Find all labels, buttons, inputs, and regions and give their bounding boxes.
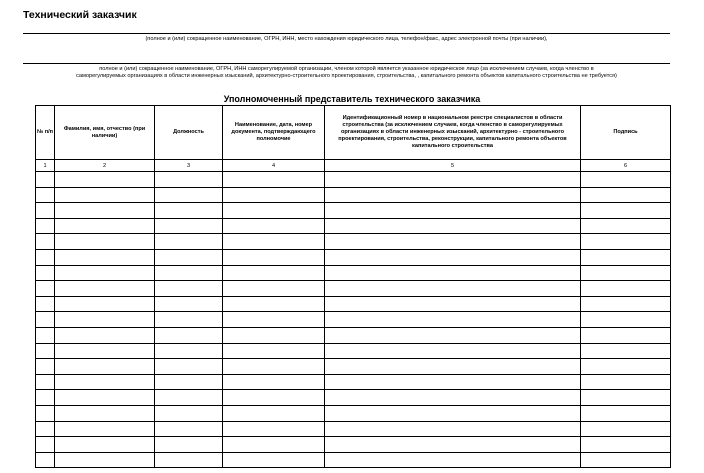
cell-position[interactable]	[155, 312, 223, 328]
cell-registry-id[interactable]	[325, 172, 581, 188]
cell-authority-document[interactable]	[223, 421, 325, 437]
cell-position[interactable]	[155, 281, 223, 297]
cell-authority-document[interactable]	[223, 343, 325, 359]
column-header-full-name: Фамилия, имя, отчество (при наличии)	[55, 106, 155, 160]
cell-registry-id[interactable]	[325, 296, 581, 312]
cell-number[interactable]	[36, 312, 55, 328]
column-number: 3	[155, 160, 223, 172]
cell-registry-id[interactable]	[325, 359, 581, 375]
cell-number[interactable]	[36, 452, 55, 468]
cell-signature[interactable]	[581, 312, 671, 328]
cell-position[interactable]	[155, 421, 223, 437]
cell-position[interactable]	[155, 390, 223, 406]
cell-authority-document[interactable]	[223, 312, 325, 328]
table-row	[36, 249, 671, 265]
page-title: Технический заказчик	[23, 9, 137, 21]
cell-signature[interactable]	[581, 281, 671, 297]
cell-registry-id[interactable]	[325, 312, 581, 328]
cell-authority-document[interactable]	[223, 437, 325, 453]
cell-full-name[interactable]	[55, 265, 155, 281]
table-row	[36, 312, 671, 328]
cell-signature[interactable]	[581, 343, 671, 359]
cell-full-name[interactable]	[55, 437, 155, 453]
cell-signature[interactable]	[581, 421, 671, 437]
cell-authority-document[interactable]	[223, 203, 325, 219]
table-row	[36, 421, 671, 437]
column-number-row	[36, 160, 671, 172]
cell-signature[interactable]	[581, 452, 671, 468]
cell-number[interactable]	[36, 172, 55, 188]
table-row	[36, 452, 671, 468]
cell-registry-id[interactable]	[325, 281, 581, 297]
cell-registry-id[interactable]	[325, 265, 581, 281]
cell-number[interactable]	[36, 296, 55, 312]
cell-position[interactable]	[155, 234, 223, 250]
cell-number[interactable]	[36, 327, 55, 343]
cell-full-name[interactable]	[55, 281, 155, 297]
representatives-table	[35, 105, 671, 468]
cell-full-name[interactable]	[55, 218, 155, 234]
cell-registry-id[interactable]	[325, 374, 581, 390]
cell-authority-document[interactable]	[223, 187, 325, 203]
cell-full-name[interactable]	[55, 390, 155, 406]
customer-caption: (полное и (или) сокращенное наименование, ОГРН, ИНН, место нахождения юридического лица, телефон/факс, адрес электронной почты (при наличии),	[145, 36, 548, 42]
table-row	[36, 218, 671, 234]
cell-signature[interactable]	[581, 203, 671, 219]
cell-number[interactable]	[36, 437, 55, 453]
cell-registry-id[interactable]	[325, 405, 581, 421]
column-header-authority-document: Наименование, дата, номер документа, подтверждающего полномочие	[223, 106, 325, 160]
cell-registry-id[interactable]	[325, 187, 581, 203]
cell-full-name[interactable]	[55, 172, 155, 188]
cell-signature[interactable]	[581, 218, 671, 234]
cell-full-name[interactable]	[55, 249, 155, 265]
cell-signature[interactable]	[581, 374, 671, 390]
table-row	[36, 296, 671, 312]
table-row	[36, 281, 671, 297]
cell-position[interactable]	[155, 249, 223, 265]
sro-caption-line-2: саморегулируемых организациях в области инженерных изысканий, архитектурно-строительного проектирования, строительства, , капитального ремонта объектов капитального строительства не требуется)	[76, 73, 617, 79]
column-header-registry-id: Идентификационный номер в национальном реестре специалистов в области строительства (за исключением случаев, когда членство в саморегулируемых организациях в области инженерных изысканий, архитектурно - строительного проектирования, строительства, реконструкции, капитального ремонта объектов капитального строительства	[325, 106, 581, 160]
cell-number[interactable]	[36, 343, 55, 359]
cell-position[interactable]	[155, 218, 223, 234]
cell-number[interactable]	[36, 390, 55, 406]
cell-authority-document[interactable]	[223, 327, 325, 343]
cell-registry-id[interactable]	[325, 421, 581, 437]
column-header-position: Должность	[155, 106, 223, 160]
cell-signature[interactable]	[581, 405, 671, 421]
cell-number[interactable]	[36, 249, 55, 265]
cell-number[interactable]	[36, 265, 55, 281]
cell-full-name[interactable]	[55, 203, 155, 219]
cell-authority-document[interactable]	[223, 296, 325, 312]
cell-authority-document[interactable]	[223, 172, 325, 188]
column-header-signature: Подпись	[581, 106, 671, 160]
table-header-row	[36, 106, 671, 160]
cell-registry-id[interactable]	[325, 218, 581, 234]
cell-authority-document[interactable]	[223, 265, 325, 281]
cell-full-name[interactable]	[55, 452, 155, 468]
section-title: Уполномоченный представитель технического заказчика	[223, 94, 481, 104]
cell-position[interactable]	[155, 452, 223, 468]
table-row	[36, 203, 671, 219]
cell-signature[interactable]	[581, 390, 671, 406]
cell-position[interactable]	[155, 374, 223, 390]
cell-position[interactable]	[155, 296, 223, 312]
cell-number[interactable]	[36, 374, 55, 390]
cell-full-name[interactable]	[55, 343, 155, 359]
cell-number[interactable]	[36, 405, 55, 421]
cell-signature[interactable]	[581, 437, 671, 453]
column-number: 2	[55, 160, 155, 172]
cell-registry-id[interactable]	[325, 203, 581, 219]
cell-signature[interactable]	[581, 359, 671, 375]
table-row	[36, 187, 671, 203]
table-row	[36, 405, 671, 421]
cell-full-name[interactable]	[55, 296, 155, 312]
customer-name-line	[23, 33, 670, 34]
cell-signature[interactable]	[581, 172, 671, 188]
cell-registry-id[interactable]	[325, 234, 581, 250]
table-row	[36, 359, 671, 375]
sro-line	[23, 63, 670, 64]
cell-number[interactable]	[36, 281, 55, 297]
cell-position[interactable]	[155, 343, 223, 359]
table-row	[36, 437, 671, 453]
column-number: 5	[325, 160, 581, 172]
cell-signature[interactable]	[581, 265, 671, 281]
cell-full-name[interactable]	[55, 374, 155, 390]
sro-caption-line-1: полное и (или) сокращенное наименование, ОГРН, ИНН саморегулируемой организации, членом которой является указанное юридическое лицо (за исключением случаев, когда членство в	[99, 66, 594, 72]
cell-registry-id[interactable]	[325, 452, 581, 468]
cell-position[interactable]	[155, 172, 223, 188]
column-number: 4	[223, 160, 325, 172]
cell-full-name[interactable]	[55, 187, 155, 203]
table-row	[36, 343, 671, 359]
cell-signature[interactable]	[581, 234, 671, 250]
cell-number[interactable]	[36, 203, 55, 219]
cell-authority-document[interactable]	[223, 405, 325, 421]
cell-position[interactable]	[155, 327, 223, 343]
table-row	[36, 390, 671, 406]
cell-full-name[interactable]	[55, 312, 155, 328]
cell-number[interactable]	[36, 421, 55, 437]
cell-position[interactable]	[155, 437, 223, 453]
cell-position[interactable]	[155, 203, 223, 219]
cell-authority-document[interactable]	[223, 234, 325, 250]
cell-registry-id[interactable]	[325, 437, 581, 453]
cell-number[interactable]	[36, 359, 55, 375]
cell-position[interactable]	[155, 405, 223, 421]
table-row	[36, 374, 671, 390]
cell-full-name[interactable]	[55, 359, 155, 375]
table-row	[36, 234, 671, 250]
cell-signature[interactable]	[581, 296, 671, 312]
cell-number[interactable]	[36, 218, 55, 234]
cell-number[interactable]	[36, 187, 55, 203]
cell-position[interactable]	[155, 265, 223, 281]
column-number: 6	[581, 160, 671, 172]
cell-full-name[interactable]	[55, 405, 155, 421]
cell-full-name[interactable]	[55, 327, 155, 343]
table-row	[36, 265, 671, 281]
cell-signature[interactable]	[581, 187, 671, 203]
cell-position[interactable]	[155, 187, 223, 203]
column-header-number: № п/п	[36, 106, 55, 160]
cell-number[interactable]	[36, 234, 55, 250]
cell-signature[interactable]	[581, 249, 671, 265]
cell-authority-document[interactable]	[223, 249, 325, 265]
cell-authority-document[interactable]	[223, 218, 325, 234]
cell-authority-document[interactable]	[223, 359, 325, 375]
table-row	[36, 172, 671, 188]
cell-full-name[interactable]	[55, 234, 155, 250]
cell-authority-document[interactable]	[223, 281, 325, 297]
cell-full-name[interactable]	[55, 421, 155, 437]
cell-registry-id[interactable]	[325, 343, 581, 359]
cell-authority-document[interactable]	[223, 390, 325, 406]
cell-registry-id[interactable]	[325, 327, 581, 343]
column-number: 1	[36, 160, 55, 172]
cell-registry-id[interactable]	[325, 249, 581, 265]
cell-position[interactable]	[155, 359, 223, 375]
cell-authority-document[interactable]	[223, 374, 325, 390]
cell-registry-id[interactable]	[325, 390, 581, 406]
table-row	[36, 327, 671, 343]
cell-authority-document[interactable]	[223, 452, 325, 468]
cell-signature[interactable]	[581, 327, 671, 343]
